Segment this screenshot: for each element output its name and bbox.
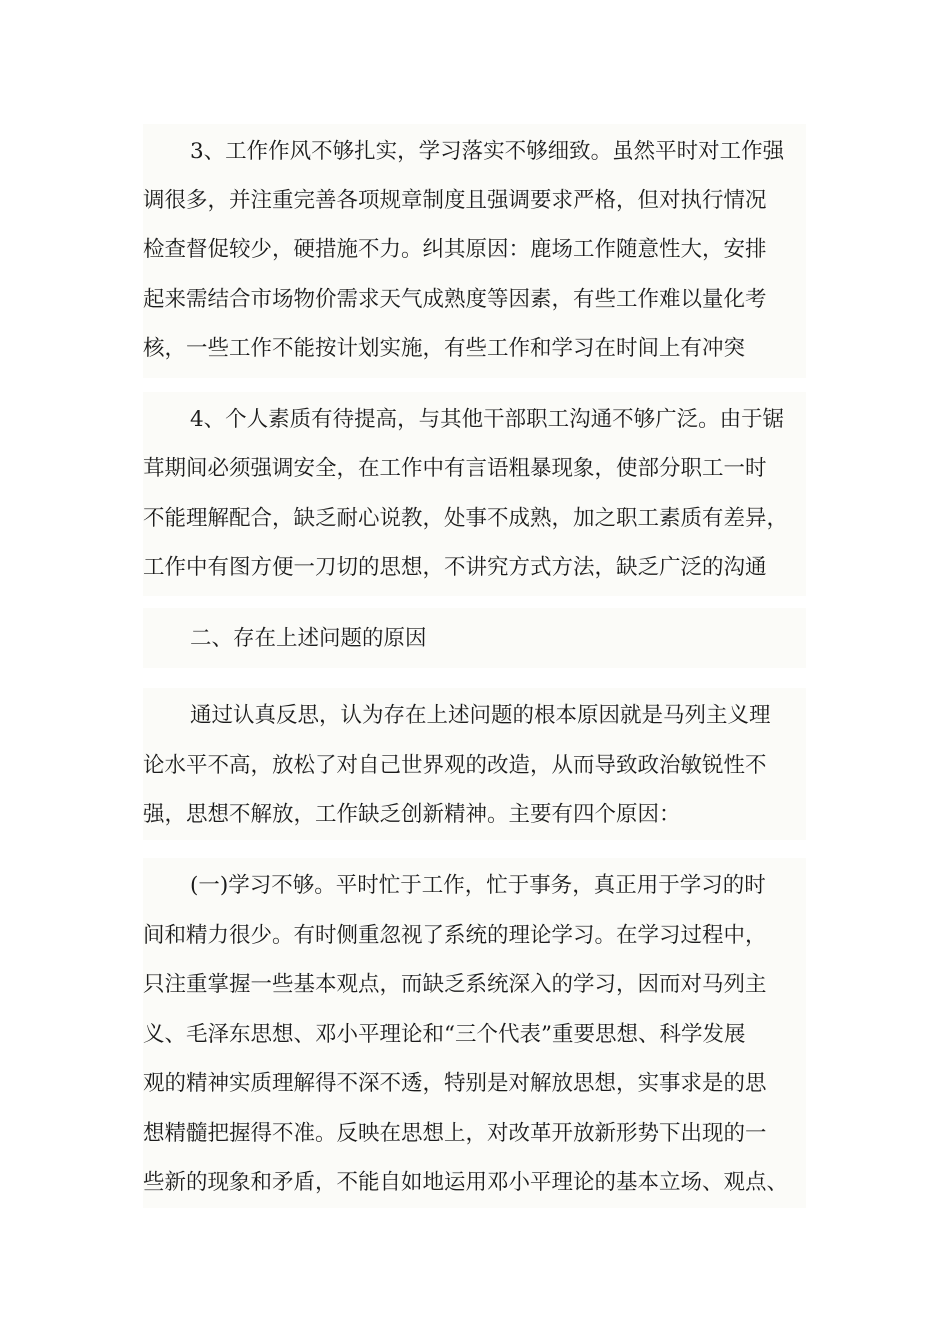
paragraph-line: 4、个人素质有待提高，与其他干部职工沟通不够广泛。由于锯 — [190, 407, 785, 432]
paragraph-line: (一)学习不够。平时忙于工作，忙于事务，真正用于学习的时 — [190, 873, 766, 898]
paragraph-line: 只注重掌握一些基本观点，而缺乏系统深入的学习，因而对马列主 — [143, 972, 767, 997]
paragraph-line: 茸期间必须强调安全，在工作中有言语粗暴现象，使部分职工一时 — [143, 456, 767, 481]
paragraph-line: 论水平不高，放松了对自己世界观的改造，从而导致政治敏锐性不 — [143, 753, 767, 778]
paragraph-line: 观的精神实质理解得不深不透，特别是对解放思想，实事求是的思 — [143, 1071, 767, 1096]
paragraph-line: 调很多，并注重完善各项规章制度且强调要求严格，但对执行情况 — [143, 188, 767, 213]
heading-text: 二、存在上述问题的原因 — [190, 626, 427, 651]
paragraph-line: 检查督促较少，硬措施不力。纠其原因：鹿场工作随意性大，安排 — [143, 237, 767, 262]
paragraph-line: 起来需结合市场物价需求天气成熟度等因素，有些工作难以量化考 — [143, 287, 767, 312]
paragraph-line: 间和精力很少。有时侧重忽视了系统的理论学习。在学习过程中， — [143, 923, 767, 948]
paragraph-line: 义、毛泽东思想、邓小平理论和“三个代表”重要思想、科学发展 — [143, 1022, 746, 1047]
paragraph-line: 不能理解配合，缺乏耐心说教，处事不成熟，加之职工素质有差异， — [143, 506, 789, 531]
paragraph-item-3 — [143, 124, 806, 378]
paragraph-line: 核，一些工作不能按计划实施，有些工作和学习在时间上有冲突 — [143, 336, 746, 361]
paragraph-line: 强，思想不解放，工作缺乏创新精神。主要有四个原因： — [143, 802, 681, 827]
paragraph-line: 些新的现象和矛盾，不能自如地运用邓小平理论的基本立场、观点、 — [143, 1170, 789, 1195]
paragraph-item-4 — [143, 392, 806, 596]
paragraph-cause-1 — [143, 858, 806, 1208]
paragraph-cause-summary — [143, 688, 806, 840]
paragraph-line: 通过认真反思，认为存在上述问题的根本原因就是马列主义理 — [190, 703, 771, 728]
section-heading — [143, 608, 806, 668]
paragraph-line: 想精髓把握得不准。反映在思想上，对改革开放新形势下出现的一 — [143, 1121, 767, 1146]
paragraph-line: 工作中有图方便一刀切的思想，不讲究方式方法，缺乏广泛的沟通 — [143, 555, 767, 580]
paragraph-line: 3、工作作风不够扎实，学习落实不够细致。虽然平时对工作强 — [190, 139, 785, 164]
